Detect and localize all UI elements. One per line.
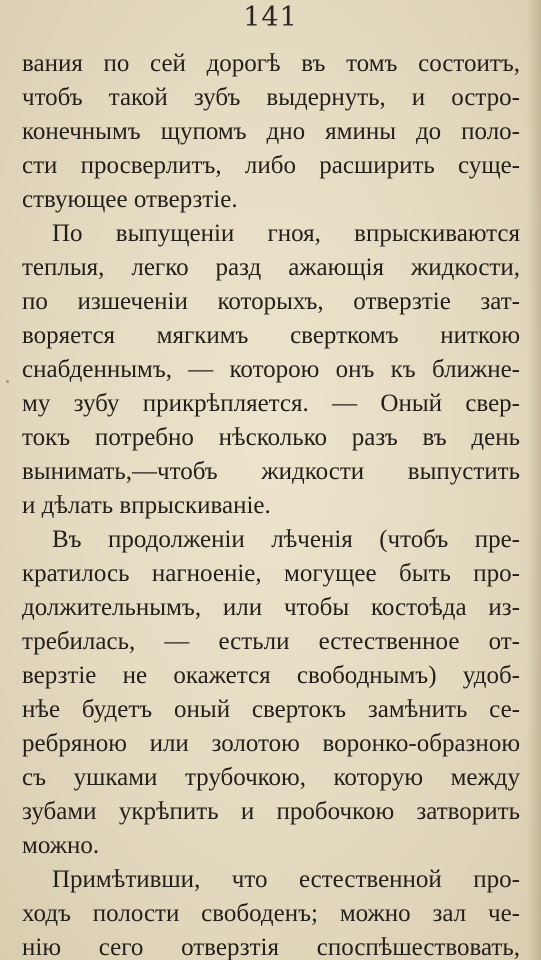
text-line: ребряною или золотою воронко-образною [22,730,520,757]
page-number: 141 [243,2,298,33]
text-line: нію сего отверзтія споспѣшествовать, [22,934,520,960]
text-line: и дѣлать впрыскиваніе. [22,492,271,519]
text-line: ствующее отверзтіе. [22,186,238,213]
text-line: снабденнымъ, — которою онъ къ ближне- [22,356,520,383]
paragraph-3 [22,523,520,863]
text-line: ходъ полости свободенъ; можно зал че- [22,900,520,927]
text-line: Примѣтивши, что естественной про- [52,866,520,893]
page-edge-shadow [527,0,541,960]
text-line: чтобъ такой зубъ выдернуть, и остро- [22,84,520,111]
text-line: воряется мягкимъ сверткомъ ниткою [22,322,520,349]
text-line: сти просверлитъ, либо расширить суще- [22,152,520,179]
text-line: нѣе будетъ оный свертокъ замѣнить се- [22,696,520,723]
body-text [22,47,520,960]
text-line: верзтіе не окажется свободнымъ) удоб- [22,662,520,689]
text-line: можно. [22,832,100,859]
text-line: по изшеченіи которыхъ, отверзтіе зат- [22,288,520,315]
paragraph-1 [22,47,520,217]
text-line: кратилось нагноеніе, могущее быть про- [22,560,520,587]
paper-speck [6,380,9,383]
text-line: По выпущеніи гноя, впрыскиваются [52,220,520,247]
text-line: требилась, — естьли естественное от- [22,628,520,655]
text-line: вания по сей дорогѣ въ томъ состоитъ, [22,50,520,77]
text-line: должительнымъ, или чтобы костоѣда из- [22,594,520,621]
text-line: конечнымъ щупомъ дно ямины до поло- [22,118,520,145]
text-line: съ ушками трубочкою, которую между [22,764,520,791]
paragraph-2 [22,217,520,523]
text-line: токъ потребно нѣсколько разъ въ день [22,424,520,451]
paragraph-4 [22,863,520,960]
text-line: теплыя, легко разд ажающія жидкости, [22,254,520,281]
text-line: му зубу прикрѣпляется. — Оный свер- [22,390,520,417]
text-line: вынимать,—чтобъ жидкости выпустить [22,458,520,485]
text-line: Въ продолженіи лѣченія (чтобъ пре- [52,526,520,553]
text-line: зубами укрѣпить и пробочкою затворить [22,798,520,825]
